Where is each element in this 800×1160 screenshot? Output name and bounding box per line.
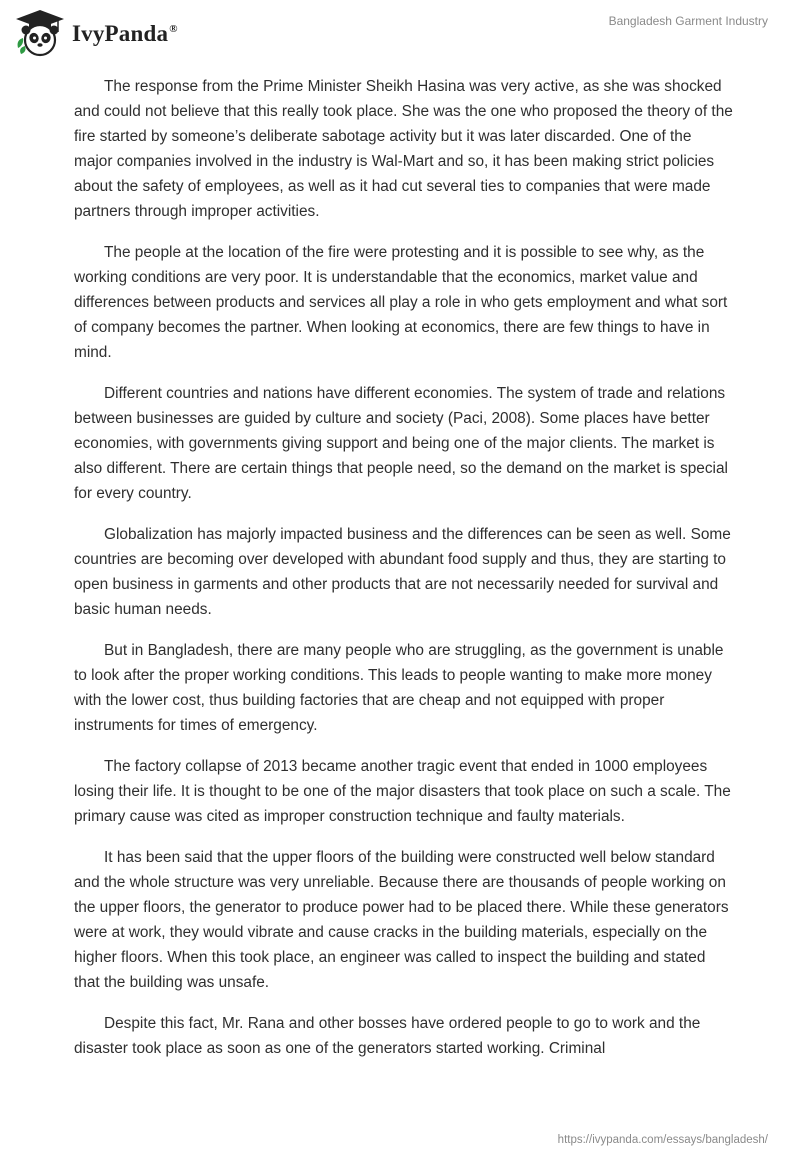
brand-name: IvyPanda®: [72, 21, 178, 46]
paragraph: The response from the Prime Minister Sheikh Hasina was very active, as she was shocked and could not believe that this really took place. She was the one who proposed the theory of the fire started by someone’s deliberate sabotage activity but it was later discarded. One of the major companies involved in the industry is Wal-Mart and so, it has been making strict policies about the safety of employees, as well as it had cut several ties to companies that were made partners through improper activities.: [74, 78, 733, 220]
paragraph: The people at the location of the fire were protesting and it is possible to see why, as the working conditions are very poor. It is understandable that the economics, market value and differences between products and services all play a role in who gets employment and what sort of company becomes the partner. When looking at economics, there are few things to have in mind.: [74, 244, 728, 361]
source-url[interactable]: https://ivypanda.com/essays/bangladesh/: [557, 1134, 768, 1146]
paragraph: The factory collapse of 2013 became another tragic event that ended in 1000 employees losing their life. It is thought to be one of the major disasters that took place on such a scale. The primary cause was cited as improper construction technique and faulty materials.: [74, 758, 731, 825]
ivypanda-logo[interactable]: [14, 8, 178, 58]
paragraph: Despite this fact, Mr. Rana and other bosses have ordered people to go to work and the disaster took place as soon as one of the generators started working. Criminal: [74, 1015, 701, 1057]
essay-body: [74, 74, 734, 1077]
paragraph: Different countries and nations have different economies. The system of trade and relations between businesses are guided by culture and society (Paci, 2008). Some places have better economies, with governments giving support and being one of the major clients. The market is also different. There are certain things that people need, so the demand on the market is special for every country.: [74, 385, 728, 502]
document-title: Bangladesh Garment Industry: [608, 14, 768, 28]
panda-graduate-icon: [14, 8, 66, 58]
page-header: [0, 0, 800, 70]
paragraph: It has been said that the upper floors of the building were constructed well below standard and the whole structure was very unreliable. Because there are thousands of people working on the upper floors, the generator to produce power had to be placed there. While these generators were at work, they would vibrate and cause cracks in the building materials, especially on the higher floors. When this took place, an engineer was called to inspect the building and stated that the building was unsafe.: [74, 849, 729, 991]
paragraph: But in Bangladesh, there are many people who are struggling, as the government is unable to look after the proper working conditions. This leads to people wanting to make more money with the lower cost, thus building factories that are cheap and not equipped with proper instruments for times of emergency.: [74, 642, 724, 734]
paragraph: Globalization has majorly impacted business and the differences can be seen as well. Some countries are becoming over developed with abundant food supply and thus, they are starting to open business in garments and other products that are not necessarily needed for survival and basic human needs.: [74, 526, 731, 618]
